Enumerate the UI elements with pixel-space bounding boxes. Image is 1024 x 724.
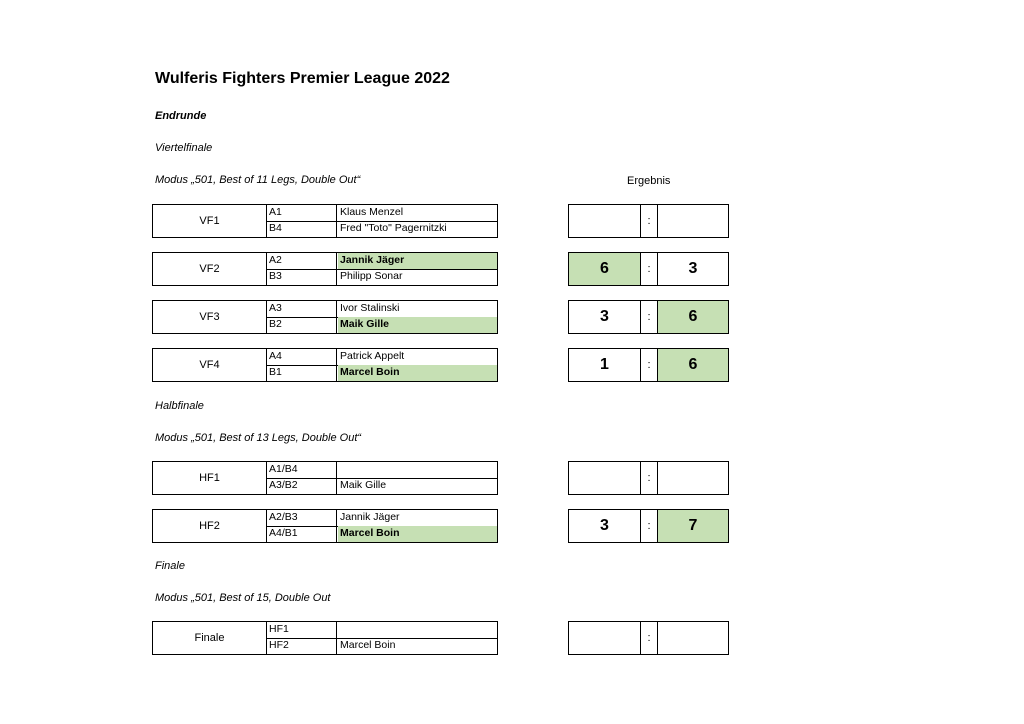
score-separator: : [641, 462, 658, 494]
seed-cell: B4 [267, 221, 337, 237]
halbfinale-heading: Halbfinale [155, 400, 204, 412]
score-home [569, 622, 641, 654]
player-cell: Jannik Jäger [340, 511, 400, 523]
page-title: Wulferis Fighters Premier League 2022 [155, 70, 450, 87]
player-cell-winner: Marcel Boin [338, 365, 497, 381]
score-away [658, 205, 728, 237]
score-vf2 [568, 252, 729, 286]
match-vf3 [152, 300, 498, 334]
match-vf2 [152, 252, 498, 286]
viertelfinale-modus: Modus „501, Best of 11 Legs, Double Out“ [155, 174, 361, 186]
score-separator: : [641, 510, 658, 542]
seed-cell: A3/B2 [267, 478, 337, 494]
match-label: Finale [153, 622, 267, 654]
match-vf4 [152, 348, 498, 382]
seed-cell: A2/B3 [267, 510, 337, 526]
seed-cell: A4/B1 [267, 526, 337, 542]
player-cell [338, 462, 497, 478]
match-label: VF2 [153, 253, 267, 285]
seed-cell: HF1 [267, 622, 337, 638]
score-away: 3 [688, 260, 698, 277]
player-cell-winner: Jannik Jäger [338, 253, 497, 269]
seed-cell: HF2 [267, 638, 337, 654]
score-home [569, 462, 641, 494]
score-separator: : [641, 349, 658, 381]
player-cell: Maik Gille [340, 479, 387, 491]
match-label: HF2 [153, 510, 267, 542]
score-home-winner: 6 [569, 253, 641, 285]
seed-cell: A1/B4 [267, 462, 337, 478]
score-away-winner: 7 [658, 510, 728, 542]
match-hf1 [152, 461, 498, 495]
player-cell [338, 622, 497, 638]
score-home: 3 [569, 510, 641, 542]
score-separator: : [641, 301, 658, 333]
endrunde-heading: Endrunde [155, 110, 207, 122]
player-cell: Marcel Boin [340, 639, 396, 651]
seed-cell: A1 [267, 205, 337, 221]
player-cell-winner: Maik Gille [338, 317, 497, 333]
score-separator: : [641, 205, 658, 237]
player-cell: Fred "Toto" Pagernitzki [340, 222, 447, 234]
match-label: VF1 [153, 205, 267, 237]
match-vf1 [152, 204, 498, 238]
player-cell: Ivor Stalinski [340, 302, 400, 314]
halbfinale-modus: Modus „501, Best of 13 Legs, Double Out“ [155, 432, 362, 444]
seed-cell: A4 [267, 349, 337, 365]
score-away [658, 462, 728, 494]
score-separator: : [641, 253, 658, 285]
score-home: 3 [569, 301, 641, 333]
ergebnis-label: Ergebnis [627, 175, 671, 187]
match-hf2 [152, 509, 498, 543]
score-vf4 [568, 348, 729, 382]
score-separator: : [641, 622, 658, 654]
finale-modus: Modus „501, Best of 15, Double Out [155, 592, 331, 604]
score-vf3 [568, 300, 729, 334]
score-away-winner: 6 [658, 349, 728, 381]
match-label: VF3 [153, 301, 267, 333]
player-cell: Patrick Appelt [340, 350, 405, 362]
match-finale [152, 621, 498, 655]
score-finale [568, 621, 729, 655]
player-cell-winner: Marcel Boin [338, 526, 497, 542]
score-home [569, 205, 641, 237]
score-hf2 [568, 509, 729, 543]
seed-cell: A2 [267, 253, 337, 269]
player-cell: Klaus Menzel [340, 206, 404, 218]
seed-cell: B3 [267, 269, 337, 285]
seed-cell: B2 [267, 317, 337, 333]
viertelfinale-heading: Viertelfinale [155, 142, 213, 154]
match-label: HF1 [153, 462, 267, 494]
finale-heading: Finale [155, 560, 185, 572]
score-hf1 [568, 461, 729, 495]
match-label: VF4 [153, 349, 267, 381]
player-cell: Philipp Sonar [340, 270, 403, 282]
seed-cell: A3 [267, 301, 337, 317]
seed-cell: B1 [267, 365, 337, 381]
score-home: 1 [569, 349, 641, 381]
score-away [658, 622, 728, 654]
score-away-winner: 6 [658, 301, 728, 333]
score-vf1 [568, 204, 729, 238]
